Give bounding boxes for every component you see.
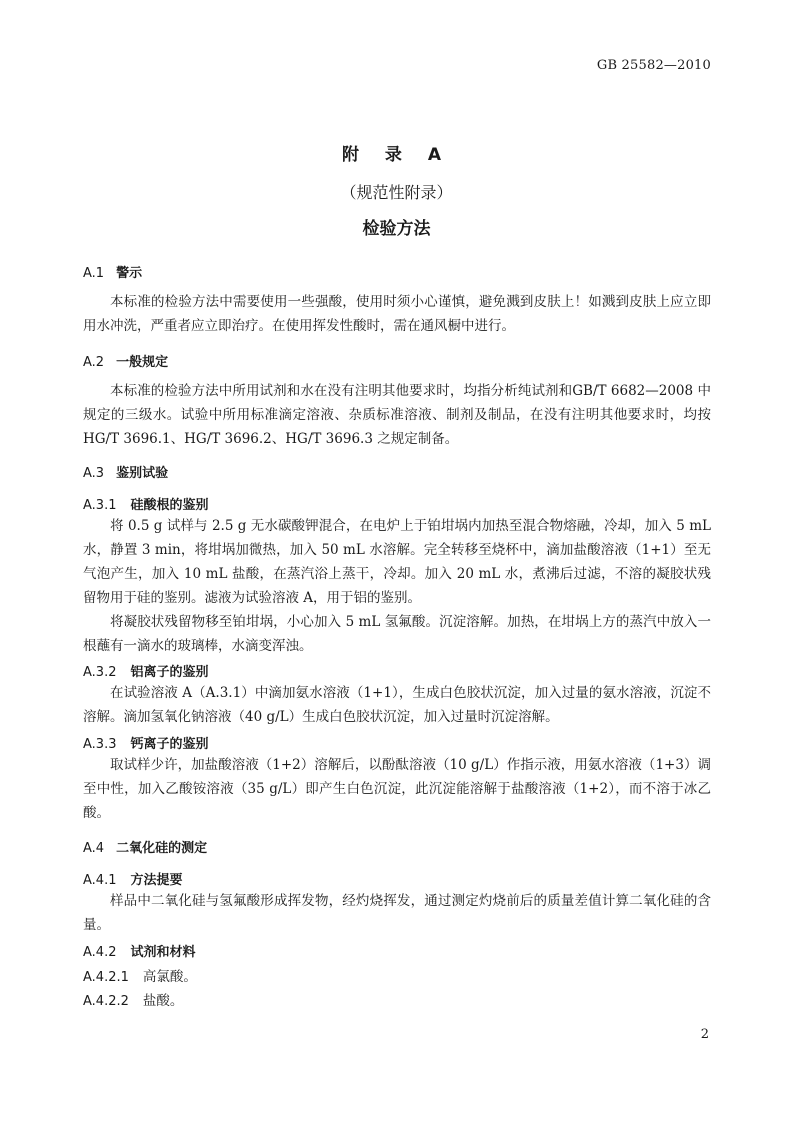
paragraph-a3-1-2: 将凝胶状残留物移至铂坩埚，小心加入 5 mL 氢氟酸。沉淀溶解。加热，在坩埚上方的蒸汽中放入一根蘸有一滴水的玻璃棒，水滴变浑浊。 [83,614,711,654]
paragraph-a2: 本标准的检验方法中所用试剂和水在没有注明其他要求时，均指分析纯试剂和GB/T 6682—2008 中规定的三级水。试验中所用标准滴定溶液、杂质标准溶液、制剂及制品，在没有注明其他要求时，均按HG/T 3696.1、HG/T 3696.2、HG/T 3696.3 之规定制备。 [83,383,711,447]
section-heading-a4-1 [83,869,711,888]
item-label: 盐酸。 [142,993,184,1009]
section-label: 钙离子的鉴别 [130,737,209,752]
section-heading-a4-2 [83,941,711,960]
section-label: 试剂和材料 [130,945,196,960]
page-number: 2 [700,1027,709,1042]
section-heading-a4 [83,837,711,856]
item-a4-2-1 [83,965,711,985]
section-number: A.4.2 [83,945,117,960]
section-heading-a3-3 [83,733,711,752]
section-heading-a2 [83,351,711,370]
paragraph-a4-1: 样品中二氧化硅与氢氟酸形成挥发物，经灼烧挥发，通过测定灼烧前后的质量差值计算二氧化硅的含量。 [83,893,711,933]
section-number: A.3.3 [83,737,117,752]
section-label: 二氧化硅的测定 [116,841,208,856]
paragraph-a1: 本标准的检验方法中需要使用一些强酸，使用时须小心谨慎，避免溅到皮肤上！如溅到皮肤上应立即用水冲洗，严重者应立即治疗。在使用挥发性酸时，需在通风橱中进行。 [83,294,711,334]
section-label: 警示 [116,266,143,281]
paragraph-a3-3: 取试样少许，加盐酸溶液（1+2）溶解后，以酚酞溶液（10 g/L）作指示液，用氨水溶液（1+3）调至中性，加入乙酸铵溶液（35 g/L）即产生白色沉淀，此沉淀能溶解于盐酸溶液（1+2），而不溶于冰乙酸。 [83,757,711,821]
section-heading-a3-2 [83,661,711,680]
item-number: A.4.2.1 [83,970,129,985]
annex-title: 附 录 A [342,145,451,165]
section-label: 鉴别试验 [116,466,169,481]
section-number: A.3.1 [83,498,117,513]
section-number: A.3.2 [83,665,117,680]
annex-subtitle: 检验方法 [362,219,431,239]
section-label: 硅酸根的鉴别 [130,498,209,513]
section-number: A.3 [83,466,105,481]
section-heading-a3 [83,462,711,481]
section-number: A.2 [83,355,105,370]
standard-code: GB 25582—2010 [596,58,711,73]
annex-type: （规范性附录） [340,183,453,202]
section-number: A.1 [83,266,105,281]
paragraph-a3-2: 在试验溶液 A（A.3.1）中滴加氨水溶液（1+1），生成白色胶状沉淀，加入过量的氨水溶液，沉淀不溶解。滴加氢氧化钠溶液（40 g/L）生成白色胶状沉淀，加入过量时沉淀溶解。 [83,685,711,725]
section-number: A.4.1 [83,873,117,888]
section-label: 铝离子的鉴别 [130,665,209,680]
item-a4-2-2 [83,989,711,1009]
item-label: 高氯酸。 [142,969,197,985]
item-number: A.4.2.2 [83,994,129,1009]
paragraph-a3-1-1: 将 0.5 g 试样与 2.5 g 无水碳酸钾混合，在电炉上于铂坩埚内加热至混合物熔融，冷却，加入 5 mL 水，静置 3 min，将坩埚加微热，加入 50 mL 水溶解。完全转移至烧杯中，滴加盐酸溶液（1+1）至无气泡产生，加入 10 mL 盐酸，在蒸汽浴上蒸干，冷却。加入 20 mL 水，煮沸后过滤，不溶的凝胶状残留物用于硅的鉴别。滤液为试验溶液 A，用于铝的鉴别。 [83,518,711,606]
section-heading-a3-1 [83,494,711,513]
section-label: 方法提要 [130,873,183,888]
section-heading-a1 [83,262,711,281]
section-number: A.4 [83,841,105,856]
section-label: 一般规定 [116,355,169,370]
